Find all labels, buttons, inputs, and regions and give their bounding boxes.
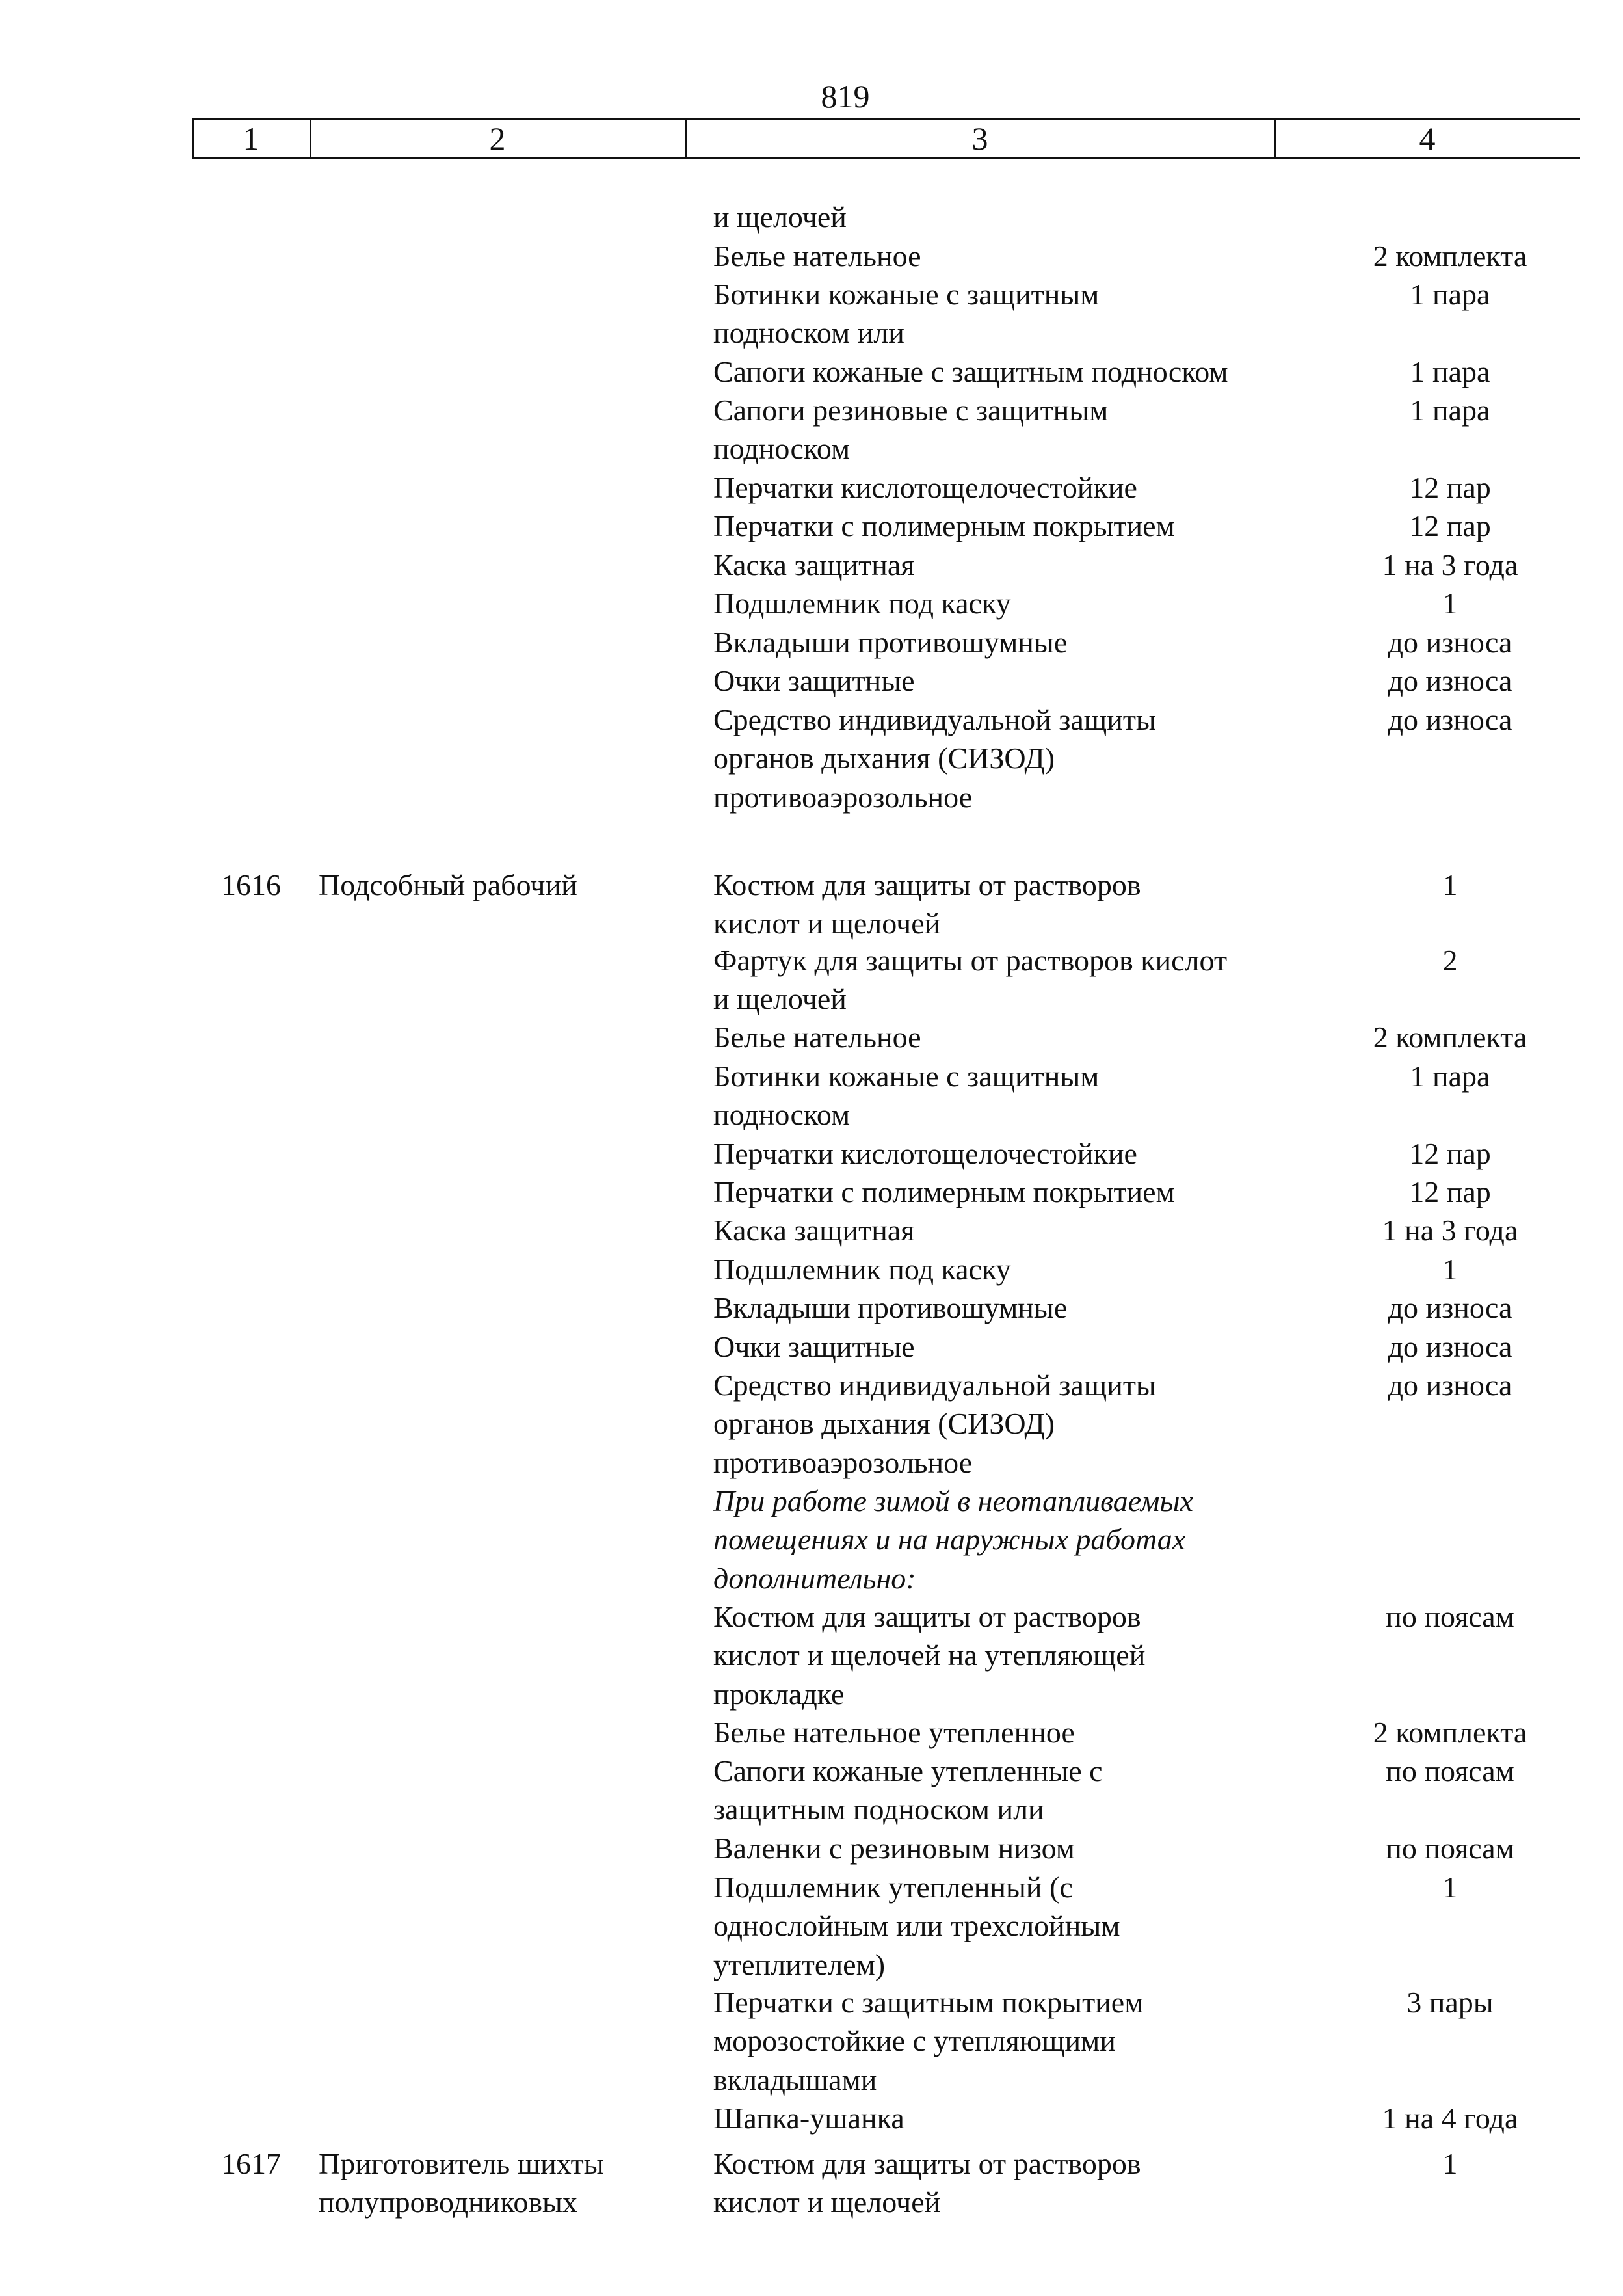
item-line: Перчатки с защитным покрытием xyxy=(713,1986,1144,2019)
occupation-line: Приготовитель шихты xyxy=(319,2147,604,2180)
issue-norm: до износа xyxy=(1388,1368,1512,1402)
issue-norm: 1 xyxy=(1442,1253,1458,1286)
page-number: 819 xyxy=(821,78,870,114)
header-col-3: 3 xyxy=(971,120,988,157)
ppe-item xyxy=(713,866,1318,943)
ppe-item xyxy=(713,1829,1318,1867)
item-line: утеплителем) xyxy=(713,1947,886,1981)
item-line: противоаэрозольное xyxy=(713,1445,973,1479)
item-line: Ботинки кожаные с защитным xyxy=(713,1060,1100,1093)
ppe-item xyxy=(713,1868,1318,1984)
ppe-item xyxy=(713,391,1318,468)
ppe-item xyxy=(713,584,1318,622)
item-line: кислот и щелочей xyxy=(713,907,941,941)
issue-norm: 1 пара xyxy=(1410,1060,1490,1093)
issue-norm: 12 пар xyxy=(1409,509,1491,542)
row-number: 1616 xyxy=(221,868,281,901)
item-line: Очки защитные xyxy=(713,1330,915,1363)
issue-norm: 2 комплекта xyxy=(1373,1021,1527,1054)
item-line: вкладышами xyxy=(713,2062,877,2096)
issue-norm: до износа xyxy=(1388,626,1512,659)
issue-norm: 1 на 3 года xyxy=(1382,1214,1518,1247)
issue-norm: 3 пары xyxy=(1406,1986,1494,2019)
issue-norm: 1 пара xyxy=(1410,278,1490,311)
item-line: Сапоги резиновые с защитным xyxy=(713,394,1109,427)
item-line: Каска защитная xyxy=(713,548,915,581)
item-line: кислот и щелочей xyxy=(713,2185,941,2219)
item-line: Подшлемник утепленный (с xyxy=(713,1871,1073,1904)
item-line: Подшлемник под каску xyxy=(713,587,1011,620)
item-line: однослойным или трехслойным xyxy=(713,1909,1120,1943)
item-line: Костюм для защиты от растворов xyxy=(713,868,1141,901)
item-line: прокладке xyxy=(713,1677,845,1711)
item-line: При работе зимой в неотапливаемых xyxy=(713,1484,1193,1517)
item-line: Очки защитные xyxy=(713,664,915,697)
condition-note xyxy=(713,1482,1318,1597)
ppe-item xyxy=(713,507,1318,545)
item-line: и щелочей xyxy=(713,982,847,1016)
item-line: подноском или xyxy=(713,316,904,350)
ppe-item xyxy=(713,353,1318,391)
occupation-line: Подсобный рабочий xyxy=(319,868,577,901)
ppe-item xyxy=(713,198,1318,236)
issue-norm: 1 пара xyxy=(1410,355,1490,388)
ppe-item xyxy=(713,275,1318,353)
ppe-item xyxy=(713,1752,1318,1829)
occupation-name xyxy=(319,2144,683,2222)
item-line: Шапка-ушанка xyxy=(713,2102,904,2135)
ppe-item xyxy=(713,1328,1318,1366)
ppe-item xyxy=(713,1713,1318,1752)
ppe-item xyxy=(713,1211,1318,1249)
item-line: Белье нательное xyxy=(713,1021,921,1054)
item-line: Подшлемник под каску xyxy=(713,1253,1011,1286)
issue-norm: 1 на 4 года xyxy=(1382,2102,1518,2135)
issue-norm: до износа xyxy=(1388,1330,1512,1363)
header-col-1: 1 xyxy=(243,120,259,157)
item-line: Вкладыши противошумные xyxy=(713,626,1068,659)
item-line: морозостойкие с утепляющими xyxy=(713,2024,1116,2058)
item-line: Перчатки с полимерным покрытием xyxy=(713,509,1175,542)
issue-norm: по поясам xyxy=(1386,1754,1514,1787)
ppe-item xyxy=(713,701,1318,816)
issue-norm: 12 пар xyxy=(1409,471,1491,504)
item-line: органов дыхания (СИЗОД) xyxy=(713,741,1055,775)
item-line: Валенки с резиновым низом xyxy=(713,1832,1075,1865)
header-col-2: 2 xyxy=(489,120,506,157)
ppe-item xyxy=(713,1250,1318,1288)
item-line: Средство индивидуальной защиты xyxy=(713,1368,1156,1402)
issue-norm: 1 xyxy=(1442,1871,1458,1904)
item-line: дополнительно: xyxy=(713,1561,916,1595)
item-line: органов дыхания (СИЗОД) xyxy=(713,1407,1055,1441)
item-line: Сапоги кожаные утепленные с xyxy=(713,1754,1103,1787)
item-line: противоаэрозольное xyxy=(713,780,973,814)
table-header xyxy=(192,118,1580,159)
ppe-item xyxy=(713,1018,1318,1056)
ppe-item xyxy=(713,1288,1318,1327)
item-line: Фартук для защиты от растворов кислот xyxy=(713,944,1228,977)
ppe-item xyxy=(713,1057,1318,1134)
ppe-item xyxy=(713,546,1318,584)
item-line: Перчатки с полимерным покрытием xyxy=(713,1175,1175,1208)
item-line: защитным подноском или xyxy=(713,1793,1044,1826)
item-line: Костюм для защиты от растворов xyxy=(713,1600,1141,1633)
ppe-item xyxy=(713,1366,1318,1482)
header-col-4: 4 xyxy=(1419,120,1436,157)
issue-norm: до износа xyxy=(1388,664,1512,697)
issue-norm: 2 xyxy=(1442,944,1458,977)
item-line: Ботинки кожаные с защитным xyxy=(713,278,1100,311)
row-number: 1617 xyxy=(221,2147,281,2180)
item-line: Белье нательное xyxy=(713,239,921,273)
ppe-item xyxy=(713,1983,1318,2099)
issue-norm: 12 пар xyxy=(1409,1175,1491,1208)
ppe-item xyxy=(713,661,1318,700)
ppe-item xyxy=(713,237,1318,275)
ppe-item xyxy=(713,2099,1318,2137)
item-line: Каска защитная xyxy=(713,1214,915,1247)
item-line: и щелочей xyxy=(713,200,847,234)
item-line: Сапоги кожаные с защитным подноском xyxy=(713,355,1228,388)
issue-norm: по поясам xyxy=(1386,1600,1514,1633)
item-line: кислот и щелочей на утепляющей xyxy=(713,1638,1146,1672)
ppe-item xyxy=(713,468,1318,507)
ppe-item xyxy=(713,623,1318,661)
item-line: подноском xyxy=(713,432,851,466)
issue-norm: 1 xyxy=(1442,2147,1458,2180)
occupation-name xyxy=(319,866,683,904)
issue-norm: 2 комплекта xyxy=(1373,239,1527,273)
ppe-item xyxy=(713,1173,1318,1211)
ppe-item xyxy=(713,1134,1318,1173)
issue-norm: до износа xyxy=(1388,703,1512,736)
issue-norm: 1 на 3 года xyxy=(1382,548,1518,581)
issue-norm: 1 пара xyxy=(1410,394,1490,427)
ppe-item xyxy=(713,2144,1318,2222)
occupation-line: полупроводниковых xyxy=(319,2185,577,2219)
item-line: подноском xyxy=(713,1098,851,1132)
item-line: Вкладыши противошумные xyxy=(713,1291,1068,1324)
issue-norm: 1 xyxy=(1442,868,1458,901)
issue-norm: по поясам xyxy=(1386,1832,1514,1865)
ppe-item xyxy=(713,941,1318,1019)
item-line: Средство индивидуальной защиты xyxy=(713,703,1156,736)
item-line: Перчатки кислотощелочестойкие xyxy=(713,471,1137,504)
item-line: помещениях и на наружных работах xyxy=(713,1523,1186,1556)
issue-norm: 12 пар xyxy=(1409,1137,1491,1170)
item-line: Белье нательное утепленное xyxy=(713,1716,1075,1749)
item-line: Костюм для защиты от растворов xyxy=(713,2147,1141,2180)
ppe-item xyxy=(713,1597,1318,1713)
issue-norm: до износа xyxy=(1388,1291,1512,1324)
issue-norm: 1 xyxy=(1442,587,1458,620)
issue-norm: 2 комплекта xyxy=(1373,1716,1527,1749)
item-line: Перчатки кислотощелочестойкие xyxy=(713,1137,1137,1170)
